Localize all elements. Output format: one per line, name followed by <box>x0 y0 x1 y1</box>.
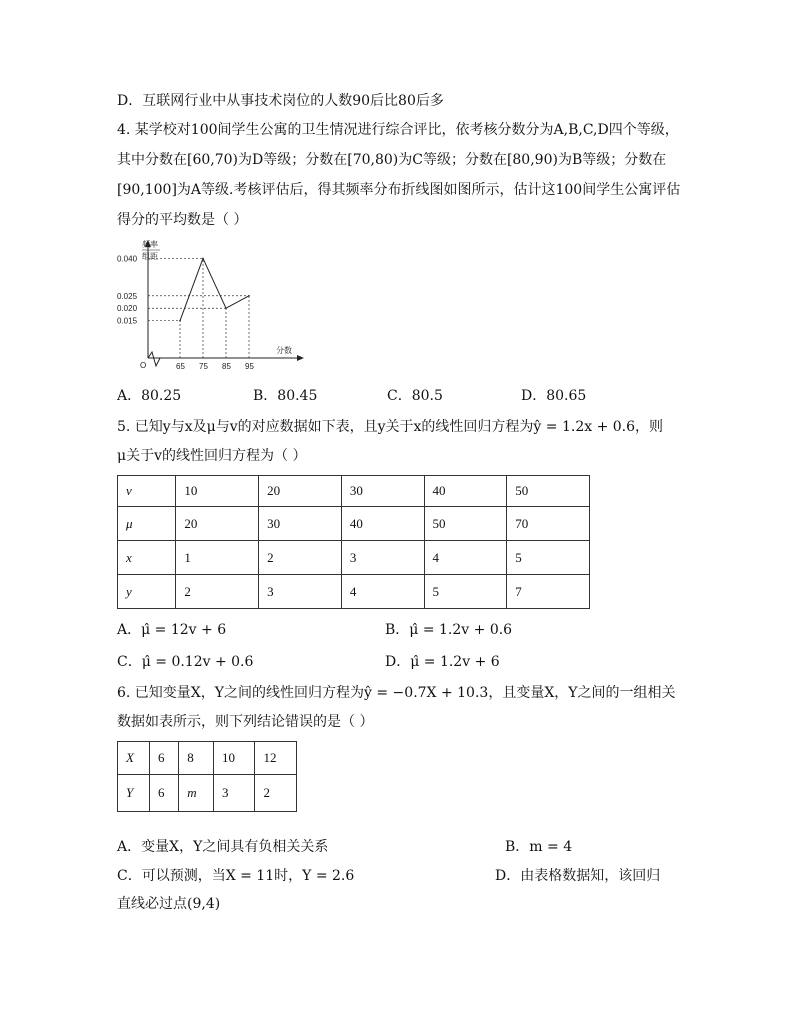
q5-cell: 40 <box>424 476 507 507</box>
q5-cell: 3 <box>259 575 342 609</box>
q5-row-y <box>118 575 590 609</box>
data-point <box>179 320 181 322</box>
q6-row-x <box>118 742 297 775</box>
y-axis-label-bottom: 组距 <box>142 252 158 261</box>
q5-row-x <box>118 541 590 575</box>
q5-option-c: C．μ̂ = 0.12v + 0.6 <box>117 654 254 670</box>
q5-cell: 1 <box>176 541 259 575</box>
x-tick-label: 85 <box>222 362 231 371</box>
q6-option-c: C．可以预测，当X = 11时，Y = 2.6 <box>117 868 355 884</box>
q4-option-a: A．80.25 <box>117 388 182 404</box>
y-axis-label-top: 频率 <box>142 240 158 249</box>
q5-cell: 20 <box>176 507 259 541</box>
q4-option-d: D．80.65 <box>521 388 587 404</box>
x-tick-label: 65 <box>176 362 185 371</box>
y-tick-label: 0.025 <box>117 291 138 301</box>
q4-option-b: B．80.45 <box>253 388 318 404</box>
x-tick-label: 75 <box>199 362 208 371</box>
frequency-polygon-chart <box>114 236 314 384</box>
y-tick-label: 0.040 <box>117 254 138 264</box>
q6-cell: 3 <box>213 775 255 812</box>
q4-stem-line1: 4. 某学校对100间学生公寓的卫生情况进行综合评比，依考核分数分为A,B,C,D四个等级， <box>117 122 679 138</box>
q6-cell: 12 <box>255 742 297 775</box>
q5-option-b: B．μ̂ = 1.2v + 0.6 <box>385 622 513 638</box>
q5-cell: 5 <box>424 575 507 609</box>
q5-cell: μ <box>118 507 176 541</box>
q5-cell: x <box>118 541 176 575</box>
x-axis-label: 分数 <box>276 346 292 355</box>
q6-stem-line2: 数据如表所示，则下列结论错误的是（ ） <box>117 714 374 730</box>
y-tick-label: 0.020 <box>117 304 138 314</box>
axis-break <box>148 352 178 366</box>
q5-cell: v <box>118 476 176 507</box>
q6-cell: m <box>179 775 214 812</box>
q5-cell: y <box>118 575 176 609</box>
q5-cell: 30 <box>259 507 342 541</box>
q5-stem-line1: 5. 已知y与x及μ与v的对应数据如下表，且y关于x的线性回归方程为ŷ = 1.2x + 0.6，则 <box>117 419 664 435</box>
q6-option-d-line1: D．由表格数据知，该回归 <box>495 868 661 884</box>
q5-cell: 10 <box>176 476 259 507</box>
data-point <box>225 307 227 309</box>
q5-cell: 50 <box>424 507 507 541</box>
q6-cell: 2 <box>255 775 297 812</box>
q5-cell: 4 <box>424 541 507 575</box>
q5-cell: 2 <box>259 541 342 575</box>
q6-row-y <box>118 775 297 812</box>
y-tick-label: 0.015 <box>117 316 138 326</box>
q5-cell: 70 <box>507 507 590 541</box>
q6-cell: 10 <box>213 742 255 775</box>
q5-row-v <box>118 476 590 507</box>
q6-option-b: B．m = 4 <box>505 839 573 855</box>
q4-option-c: C．80.5 <box>387 388 443 404</box>
q4-stem-line3: [90,100]为A等级.考核评估后，得其频率分布折线图如图所示，估计这100间学生公寓评估 <box>117 182 681 198</box>
q4-stem-line4: 得分的平均数是（ ） <box>117 212 248 228</box>
x-axis-arrow <box>297 355 304 361</box>
q6-option-d-line2: 直线必过点(9,4) <box>117 896 221 912</box>
data-point <box>202 258 204 260</box>
origin-label: O <box>140 361 147 370</box>
q3-option-d: D．互联网行业中从事技术岗位的人数90后比80后多 <box>117 93 444 109</box>
q5-cell: 50 <box>507 476 590 507</box>
q5-cell: 40 <box>341 507 424 541</box>
x-tick-label: 95 <box>245 362 254 371</box>
frequency-polyline <box>180 258 249 320</box>
q5-cell: 20 <box>259 476 342 507</box>
q6-cell: 6 <box>149 775 178 812</box>
q5-cell: 2 <box>176 575 259 609</box>
q6-cell: 6 <box>149 742 178 775</box>
q5-option-d: D．μ̂ = 1.2v + 6 <box>385 654 500 670</box>
q6-option-a: A．变量X，Y之间具有负相关关系 <box>117 839 329 855</box>
q5-option-a: A．μ̂ = 12v + 6 <box>117 622 227 638</box>
q6-cell: 8 <box>179 742 214 775</box>
q5-cell: 7 <box>507 575 590 609</box>
q6-stem-line1: 6. 已知变量X，Y之间的线性回归方程为ŷ = −0.7X + 10.3，且变量X，Y之间的一组相关 <box>117 685 676 701</box>
q5-cell: 30 <box>341 476 424 507</box>
q6-cell: X <box>118 742 150 775</box>
q4-stem-line2: 其中分数在[60,70)为D等级；分数在[70,80)为C等级；分数在[80,90)为B等级；分数在 <box>117 152 667 168</box>
q6-cell: Y <box>118 775 150 812</box>
q5-cell: 3 <box>341 541 424 575</box>
q6-data-table <box>117 741 297 812</box>
q5-data-table <box>117 475 590 609</box>
q5-cell: 5 <box>507 541 590 575</box>
data-point <box>248 295 250 297</box>
q5-row-mu <box>118 507 590 541</box>
q5-stem-line2: μ关于v的线性回归方程为（ ） <box>117 448 307 464</box>
q5-cell: 4 <box>341 575 424 609</box>
